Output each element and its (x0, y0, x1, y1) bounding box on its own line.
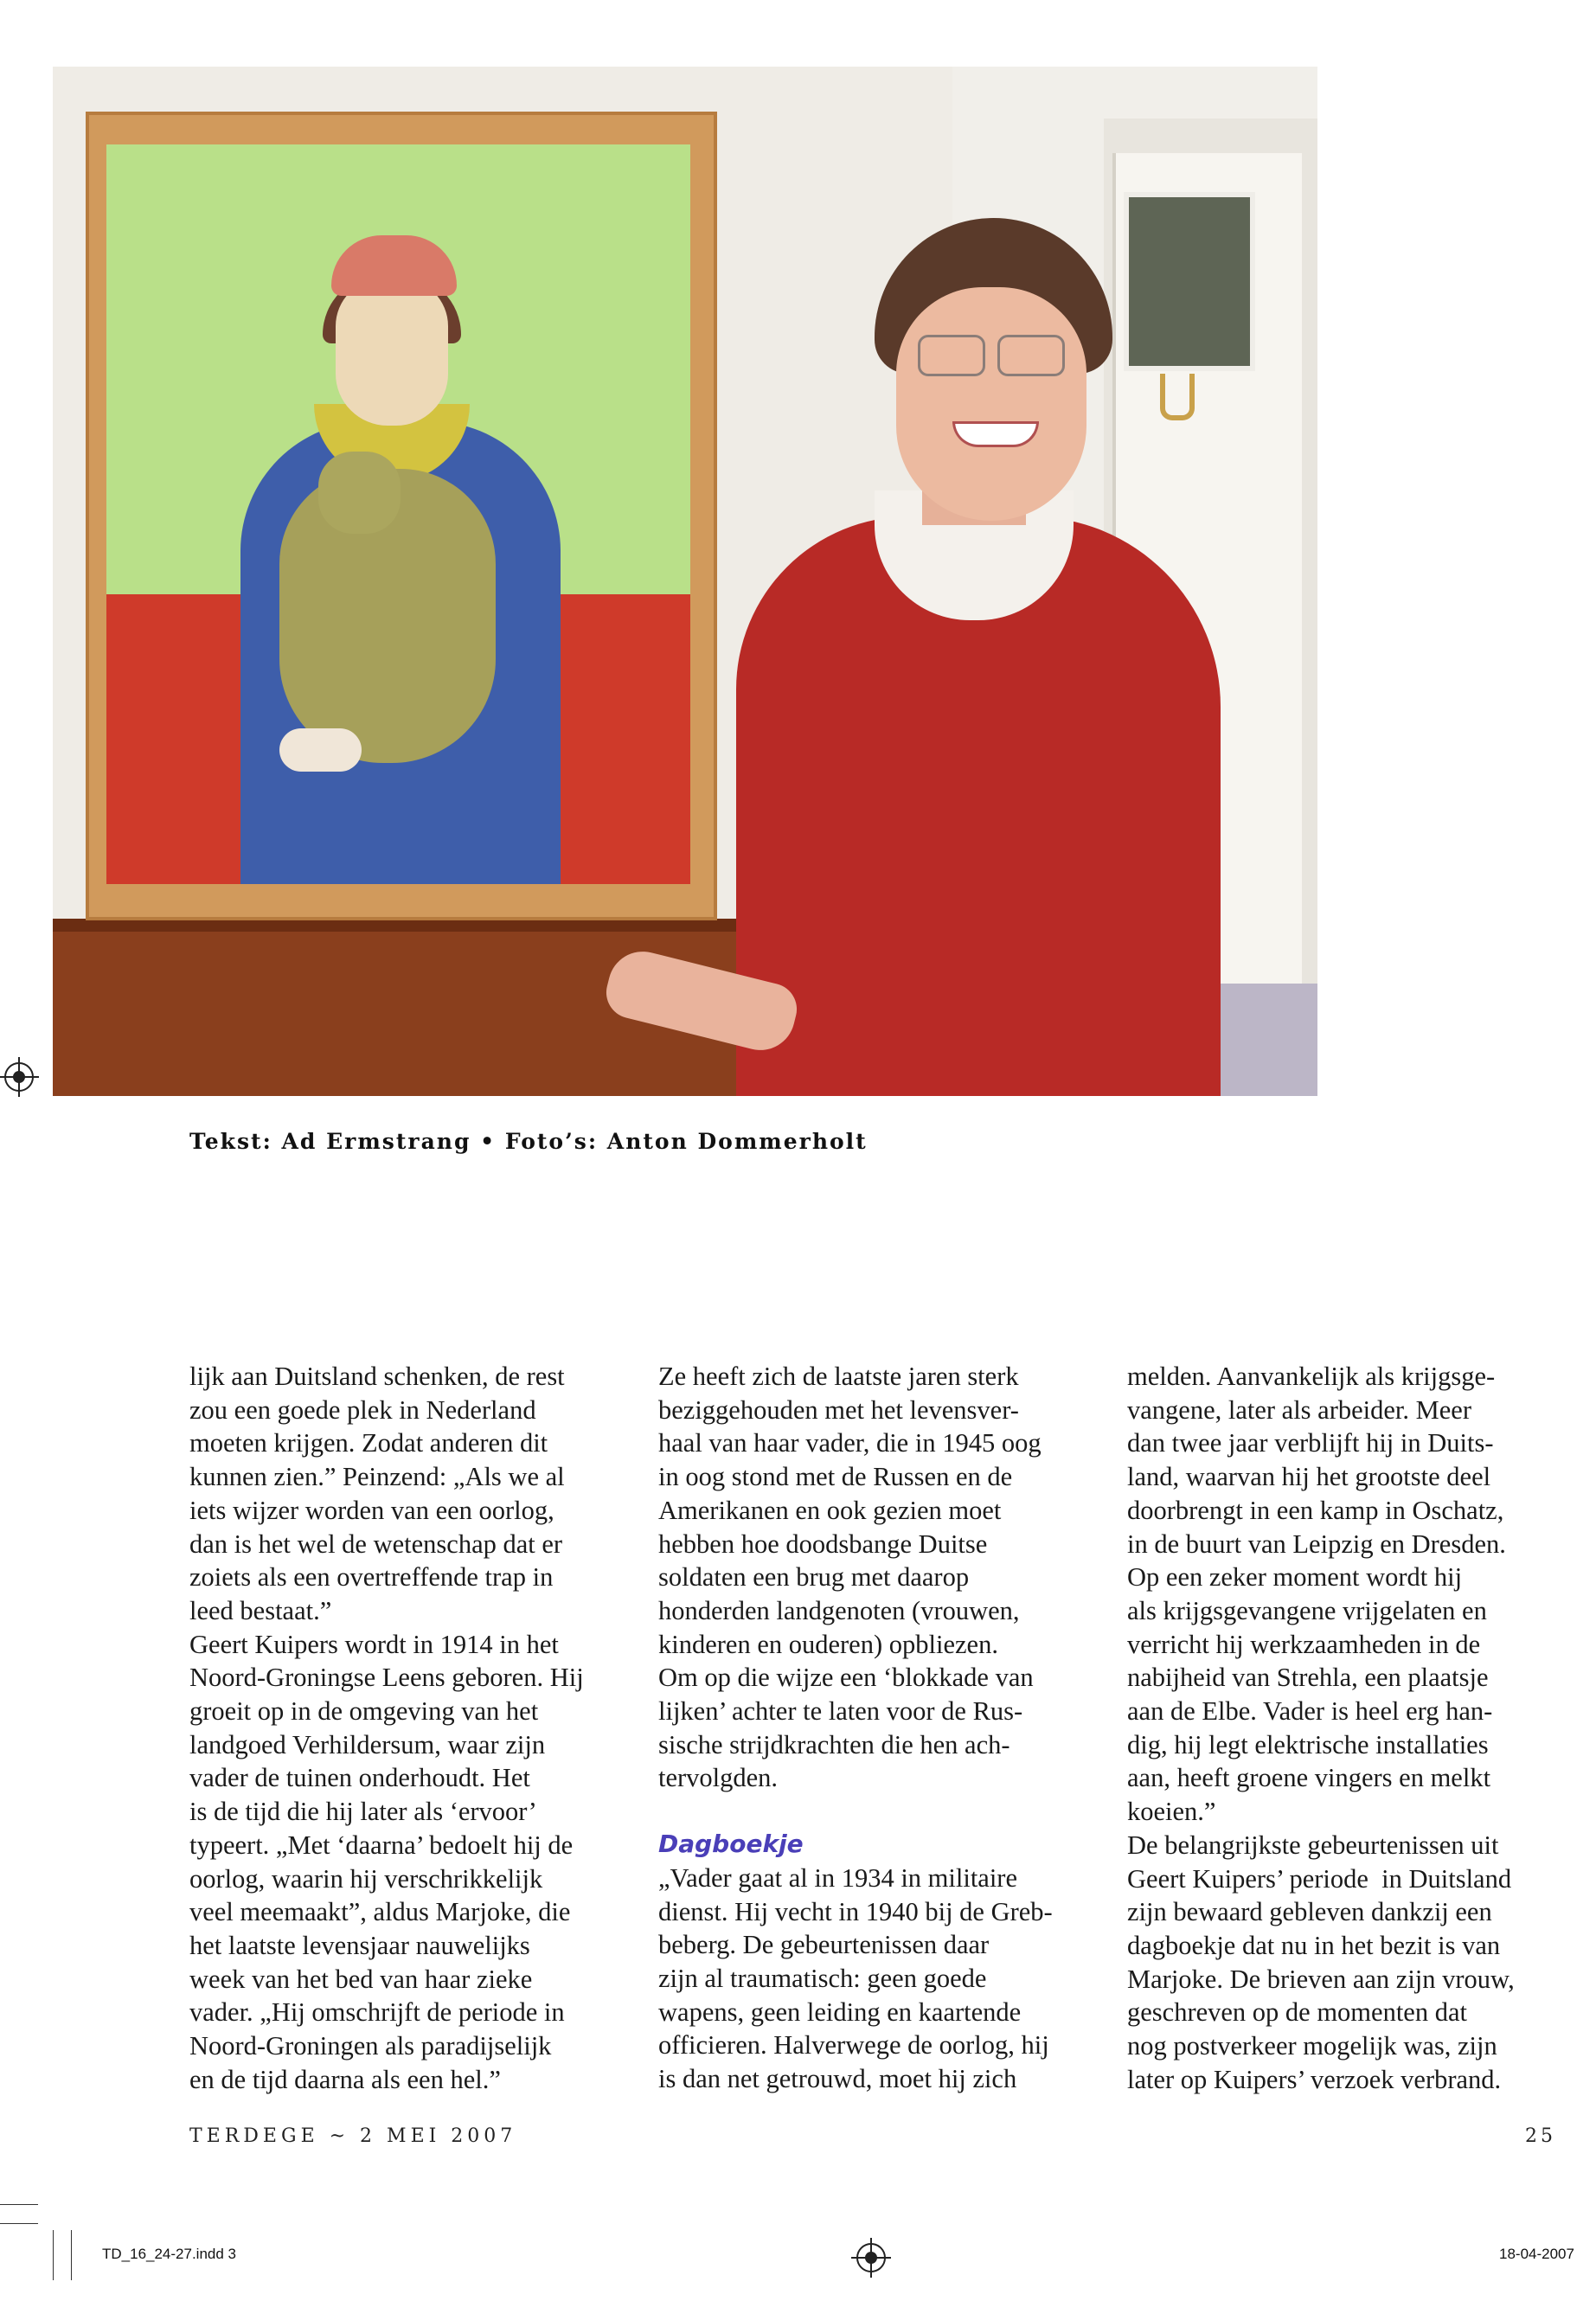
body-line: iets wijzer worden van een oorlog, (189, 1495, 554, 1525)
body-line: moeten krijgen. Zodat anderen dit (189, 1428, 548, 1458)
body-line: honderden landgenoten (vrouwen, (658, 1595, 1020, 1625)
body-line: melden. Aanvankelijk als krijgsge- (1127, 1362, 1496, 1391)
body-line: oorlog, waarin hij verschrikkelijk (189, 1863, 543, 1894)
publication-footer: TERDEGE ~ 2 MEI 2007 (189, 2125, 517, 2147)
body-line: is dan net getrouwd, moet hij zich (658, 2064, 1017, 2094)
body-line: aan, heeft groene vingers en melkt (1127, 1763, 1491, 1793)
body-line: lijk aan Duitsland schenken, de rest (189, 1362, 565, 1391)
body-line: soldaten een brug met daarop (658, 1562, 970, 1593)
body-line: dienst. Hij vecht in 1940 bij de Greb- (658, 1896, 1053, 1926)
body-line: dagboekje dat nu in het bezit is van (1127, 1930, 1501, 1960)
body-line: Geert Kuipers’ periode in Duitsland (1127, 1863, 1512, 1894)
painting-figure-hand (279, 728, 362, 772)
text-column-1 (189, 1360, 639, 2096)
body-line: als krijgsgevangene vrijgelaten en (1127, 1595, 1487, 1625)
woman-face (896, 287, 1086, 521)
text-column-3 (1127, 1360, 1577, 2096)
painting-figure-face (336, 279, 448, 426)
body-line: hebben hoe doodsbange Duitse (658, 1529, 988, 1559)
body-line: lijken’ achter te laten voor de Rus- (658, 1696, 1023, 1727)
body-line: beziggehouden met het levensver- (658, 1394, 1019, 1425)
body-line: later op Kuipers’ verzoek verbrand. (1127, 2064, 1502, 2094)
crop-mark (0, 2223, 38, 2224)
body-line: kinderen en ouderen) opbliezen. (658, 1629, 998, 1659)
body-line: veel meemaakt”, aldus Marjoke, die (189, 1897, 571, 1927)
body-line: dan twee jaar verblijft hij in Duits- (1127, 1428, 1494, 1458)
woman-smile (952, 421, 1039, 447)
page-number: 25 (1525, 2125, 1556, 2147)
registration-mark-icon (4, 1062, 34, 1092)
body-line: leed bestaat.” (189, 1595, 332, 1625)
body-line: De belangrijkste gebeurtenissen uit (1127, 1830, 1499, 1860)
glasses-icon (997, 335, 1065, 376)
body-line: zou een goede plek in Nederland (189, 1394, 536, 1425)
body-line: het laatste levensjaar nauwelijks (189, 1930, 530, 1960)
text-column-2 (658, 1360, 1108, 2096)
body-line: tervolgden. (658, 1763, 779, 1793)
body-line: kunnen zien.” Peinzend: „Als we al (189, 1462, 565, 1492)
body-line: landgoed Verhildersum, waar zijn (189, 1729, 546, 1759)
body-line: is de tijd die hij later als ‘ervoor’ (189, 1797, 537, 1827)
body-line: aan de Elbe. Vader is heel erg han- (1127, 1696, 1493, 1727)
body-line: zijn bewaard gebleven dankzij een (1127, 1897, 1492, 1927)
body-line: Op een zeker moment wordt hij (1127, 1562, 1463, 1593)
body-line: zijn al traumatisch: geen goede (658, 1963, 987, 1993)
body-line: dig, hij legt elektrische installaties (1127, 1729, 1489, 1759)
body-line: beberg. De gebeurtenissen daar (658, 1930, 990, 1960)
photo-door-window (1124, 192, 1255, 371)
body-line: groeit op in de omgeving van het (189, 1696, 539, 1727)
body-line: wapens, geen leiding en kaartende (658, 1997, 1022, 2027)
painting-figure-hat (331, 235, 457, 296)
photo-credits: Tekst: Ad Ermstrang • Foto’s: Anton Dommerholt (189, 1129, 868, 1154)
slug-date: 18-04-2007 (1499, 2246, 1574, 2262)
registration-mark-icon (856, 2243, 886, 2272)
crop-mark (0, 2204, 38, 2205)
body-line: Noord-Groningen als paradijselijk (189, 2031, 552, 2061)
body-line: Geert Kuipers wordt in 1914 in het (189, 1629, 559, 1659)
body-line: koeien.” (1127, 1797, 1216, 1827)
slug-filename: TD_16_24-27.indd 3 (102, 2246, 237, 2262)
body-line: typeert. „Met ‘daarna’ bedoelt hij de (189, 1830, 574, 1860)
body-line: Noord-Groningse Leens geboren. Hij (189, 1663, 584, 1693)
crop-mark (71, 2230, 72, 2280)
body-line: geschreven op de momenten dat (1127, 1997, 1467, 2028)
body-line: Ze heeft zich de laatste jaren sterk (658, 1362, 1019, 1391)
body-line: dan is het wel de wetenschap dat er (189, 1529, 563, 1559)
body-line: Amerikanen en ook gezien moet (658, 1495, 1002, 1525)
body-line: vader de tuinen onderhoudt. Het (189, 1763, 530, 1793)
article-photo (53, 67, 1317, 1096)
body-line: in oog stond met de Russen en de (658, 1462, 1013, 1492)
body-line: Marjoke. De brieven aan zijn vrouw, (1127, 1964, 1515, 1994)
body-line: „Vader gaat al in 1934 in militaire (658, 1862, 1017, 1893)
painting-canvas (106, 144, 690, 884)
glasses-icon (918, 335, 985, 376)
photo-coat-hook (1160, 374, 1195, 420)
body-line: zoiets als een overtreffende trap in (189, 1562, 554, 1593)
body-line: vader. „Hij omschrijft de periode in (189, 1997, 565, 2028)
subheading: Dagboekje (658, 1830, 804, 1859)
body-line: Om op die wijze een ‘blokkade van (658, 1663, 1034, 1693)
body-line: nog postverkeer mogelijk was, zijn (1127, 2031, 1497, 2061)
painting-cat-head (318, 452, 401, 534)
crop-mark (53, 2230, 54, 2280)
body-line: nabijheid van Strehla, een plaatsje (1127, 1663, 1489, 1693)
body-line: officieren. Halverwege de oorlog, hij (658, 2030, 1049, 2061)
body-line: vangene, later als arbeider. Meer (1127, 1394, 1471, 1425)
body-line: sische strijdkrachten die hen ach- (658, 1729, 1010, 1759)
body-line: doorbrengt in een kamp in Oschatz, (1127, 1495, 1504, 1525)
body-line: land, waarvan hij het grootste deel (1127, 1462, 1491, 1492)
body-line: haal van haar vader, die in 1945 oog (658, 1428, 1042, 1458)
body-line: in de buurt van Leipzig en Dresden. (1127, 1529, 1506, 1559)
body-line: week van het bed van haar zieke (189, 1964, 533, 1994)
body-line: en de tijd daarna als een hel.” (189, 2064, 501, 2094)
body-line: verricht hij werkzaamheden in de (1127, 1629, 1481, 1659)
